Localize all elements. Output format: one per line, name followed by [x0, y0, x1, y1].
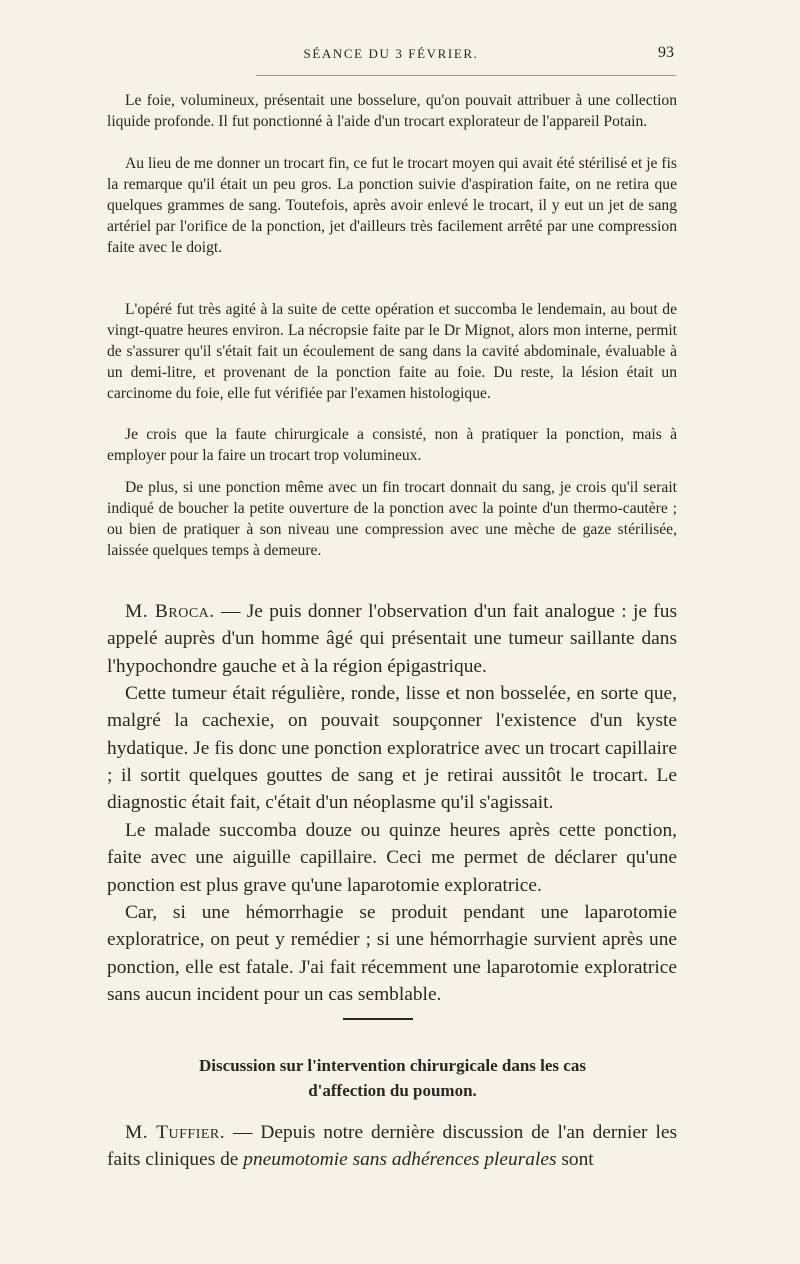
- paragraph-hemorrhagie: Car, si une hémorrhagie se produit pendant une laparotomie exploratrice, on peut y remédier ; si une hémorrhagie survient après une ponction, elle est fatale. J'ai fait récemment une laparotomie exploratrice sans aucun incident pour un cas semblable.: [107, 902, 677, 1005]
- page-header: [108, 42, 674, 66]
- paragraph-faute-chirurgicale: Je crois que la faute chirurgicale a consisté, non à pratiquer la ponction, mais à employer pour la faire un trocart trop volumineux.: [107, 426, 677, 464]
- section-heading: [100, 1053, 685, 1103]
- speaker-broca: M. Broca.: [125, 601, 215, 622]
- section-heading-line-1: Discussion sur l'intervention chirurgicale dans les cas: [199, 1056, 586, 1075]
- paragraph-tuffier: [107, 1119, 677, 1174]
- paragraph-tumeur-reguliere: Cette tumeur était régulière, ronde, lisse et non bosselée, en sorte que, malgré la cachexie, on pouvait soupçonner l'existence d'un kyste hydatique. Je fis donc une ponction exploratrice avec un trocart capillaire ; il sortit quelques gouttes de sang et je retirai aussitôt le trocart. Le diagnostic était fait, c'était d'un néoplasme qu'il s'agissait.: [107, 683, 677, 814]
- paragraph-de-plus: De plus, si une ponction même avec un fin trocart donnait du sang, je crois qu'il serait indiqué de boucher la petite ouverture de la ponction avec la pointe d'un thermo-cautère ; ou bien de pratiquer à son niveau une compression avec une mèche de gaze stérilisée, laissée quelques temps à demeure.: [107, 479, 677, 559]
- paragraph-opere-agite: L'opéré fut très agité à la suite de cette opération et succomba le lendemain, au bout de vingt-quatre heures environ. La nécropsie faite par le Dr Mignot, alors mon interne, permit de s'assurer qu'il s'était fait un écoulement de sang dans la cavité abdominale, évaluable à un demi-litre, et provenant de la ponction faite au foie. Du reste, la lésion était un carcinome du foie, elle fut vérifiée par l'examen histologique.: [107, 301, 677, 402]
- page-number: 93: [658, 44, 674, 61]
- broca-intro-text: — Je puis donner l'observation d'un fait analogue : je fus appelé auprès d'un homme âgé qui présentait une tumeur saillante dans l'hypochondre gauche et à la région épigastrique.: [107, 601, 677, 677]
- tuffier-italic-term: pneumotomie sans adhérences pleurales: [243, 1149, 557, 1171]
- speaker-tuffier: M. Tuffier.: [125, 1122, 226, 1143]
- tuffier-text-after: sont: [561, 1149, 594, 1171]
- paragraph-broca-intro: [107, 598, 677, 680]
- tuffier-text-before: — Depuis notre dernière discussion de l'an dernier les faits cliniques de: [107, 1122, 677, 1171]
- running-title: SÉANCE DU 3 FÉVRIER.: [303, 46, 479, 61]
- section-divider: [343, 1018, 413, 1020]
- paragraph-liver-bosselure: Le foie, volumineux, présentait une bosselure, qu'on pouvait attribuer à une collection liquide profonde. Il fut ponctionné à l'aide d'un trocart explorateur de l'appareil Potain.: [107, 92, 677, 130]
- header-rule: [256, 75, 676, 76]
- paragraph-trocart-moyen: Au lieu de me donner un trocart fin, ce fut le trocart moyen qui avait été stérilisé et je fis la remarque qu'il était un peu gros. La ponction suivie d'aspiration faite, on ne retira que quelques grammes de sang. Toutefois, après avoir enlevé le trocart, il y eut un jet de sang artériel par l'orifice de la ponction, jet d'ailleurs très facilement arrêté par une compression faite avec le doigt.: [107, 155, 677, 256]
- section-heading-line-2: d'affection du poumon.: [308, 1081, 477, 1100]
- paragraph-malade-succomba: Le malade succomba douze ou quinze heures après cette ponction, faite avec une aiguille capillaire. Ceci me permet de déclarer qu'une ponction est plus grave qu'une laparotomie exploratrice.: [107, 820, 677, 896]
